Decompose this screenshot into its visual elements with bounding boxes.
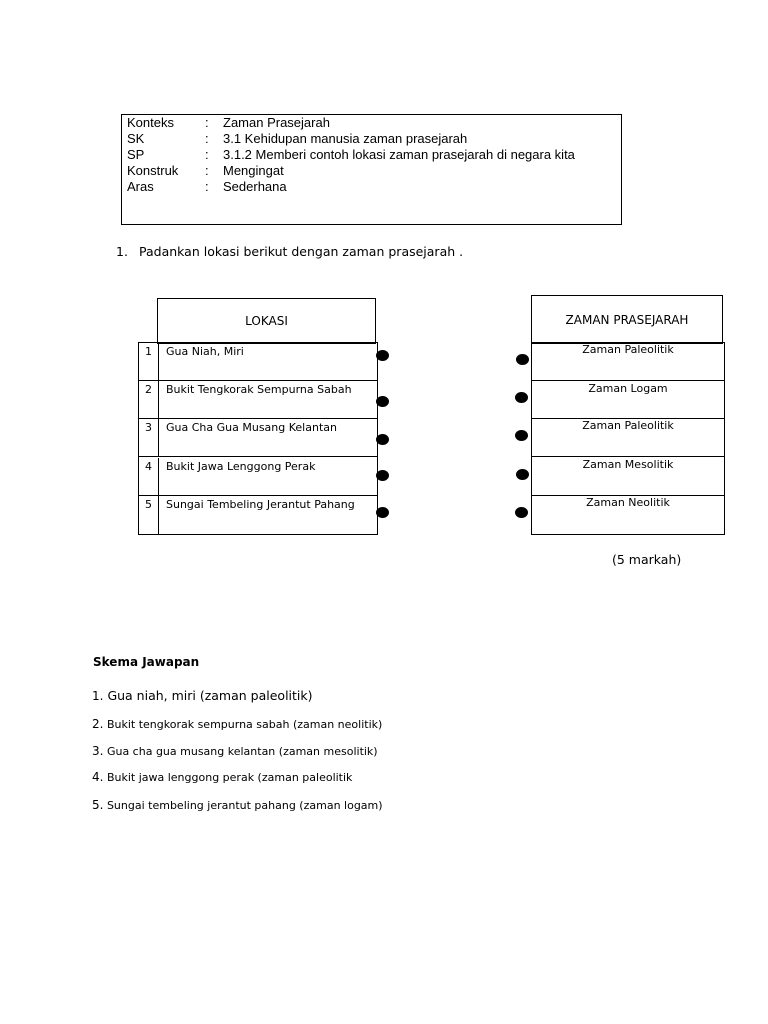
table-row — [532, 343, 724, 381]
location-text: Gua Cha Gua Musang Kelantan — [166, 421, 337, 434]
context-value: Zaman Prasejarah — [223, 115, 330, 130]
match-dot-right[interactable] — [515, 392, 528, 403]
era-text: Zaman Logam — [588, 382, 668, 395]
answer-number: 2. — [92, 717, 104, 731]
row-number: 1 — [139, 343, 159, 380]
match-dot-right[interactable] — [515, 507, 528, 518]
zaman-header — [531, 295, 723, 344]
table-row — [532, 496, 724, 534]
answer-number: 5. — [92, 798, 104, 812]
context-box — [121, 114, 622, 225]
answer-number: 1. — [92, 689, 104, 703]
context-colon: : — [205, 163, 209, 178]
table-row — [139, 419, 377, 457]
context-key: SP — [127, 147, 145, 162]
lokasi-table — [138, 342, 378, 535]
row-number: 2 — [139, 381, 159, 418]
era-text: Zaman Paleolitik — [582, 419, 674, 432]
context-value: 3.1 Kehidupan manusia zaman prasejarah — [223, 131, 468, 146]
marks-label: (5 markah) — [612, 552, 682, 567]
context-key: Aras — [127, 179, 154, 194]
context-key: SK — [127, 131, 145, 146]
context-value: Sederhana — [223, 179, 287, 194]
match-dot-left[interactable] — [376, 434, 389, 445]
lokasi-header — [157, 298, 376, 344]
location-text: Bukit Tengkorak Sempurna Sabah — [166, 383, 352, 396]
context-colon: : — [205, 131, 209, 146]
table-row — [532, 381, 724, 419]
match-dot-left[interactable] — [376, 350, 389, 361]
zaman-table — [531, 342, 725, 535]
answer-item — [92, 717, 382, 731]
answer-text: Gua niah, miri (zaman paleolitik) — [107, 688, 313, 703]
answer-text: Bukit tengkorak sempurna sabah (zaman neolitik) — [106, 718, 383, 731]
era-text: Zaman Mesolitik — [582, 458, 674, 471]
answer-text: Sungai tembeling jerantut pahang (zaman logam) — [106, 799, 383, 812]
match-dot-left[interactable] — [376, 470, 389, 481]
answer-item — [92, 688, 313, 703]
table-row — [139, 343, 377, 381]
context-value: Mengingat — [223, 163, 284, 178]
era-text: Zaman Paleolitik — [582, 343, 674, 356]
table-row — [532, 458, 724, 496]
match-dot-right[interactable] — [515, 430, 528, 441]
answer-scheme-title: Skema Jawapan — [93, 655, 200, 669]
row-number: 5 — [139, 496, 159, 534]
context-colon: : — [205, 147, 209, 162]
context-value: 3.1.2 Memberi contoh lokasi zaman prasejarah di negara kita — [223, 147, 575, 162]
era-text: Zaman Neolitik — [586, 496, 670, 509]
lokasi-header-label: LOKASI — [245, 314, 288, 328]
table-row — [139, 458, 377, 496]
table-row — [139, 381, 377, 419]
answer-number: 3. — [92, 744, 104, 758]
row-number: 3 — [139, 419, 159, 456]
answer-item — [92, 798, 383, 812]
location-text: Gua Niah, Miri — [166, 345, 244, 358]
context-colon: : — [205, 179, 209, 194]
row-number: 4 — [139, 458, 159, 495]
answer-text: Bukit jawa lenggong perak (zaman paleolitik — [106, 771, 353, 784]
answer-number: 4. — [92, 770, 104, 784]
context-key: Konstruk — [127, 163, 179, 178]
answer-text: Gua cha gua musang kelantan (zaman mesolitik) — [106, 745, 378, 758]
context-key: Konteks — [127, 115, 174, 130]
zaman-header-label: ZAMAN PRASEJARAH — [565, 312, 689, 327]
question-text: Padankan lokasi berikut dengan zaman prasejarah . — [139, 244, 464, 259]
match-dot-right[interactable] — [516, 469, 529, 480]
match-dot-left[interactable] — [376, 507, 389, 518]
location-text: Bukit Jawa Lenggong Perak — [166, 460, 316, 473]
match-dot-right[interactable] — [516, 354, 529, 365]
answer-item — [92, 770, 352, 784]
question-number: 1. — [116, 244, 128, 259]
context-colon: : — [205, 115, 209, 130]
table-row — [139, 496, 377, 534]
location-text: Sungai Tembeling Jerantut Pahang — [166, 498, 355, 511]
table-row — [532, 419, 724, 457]
answer-item — [92, 744, 378, 758]
match-dot-left[interactable] — [376, 396, 389, 407]
